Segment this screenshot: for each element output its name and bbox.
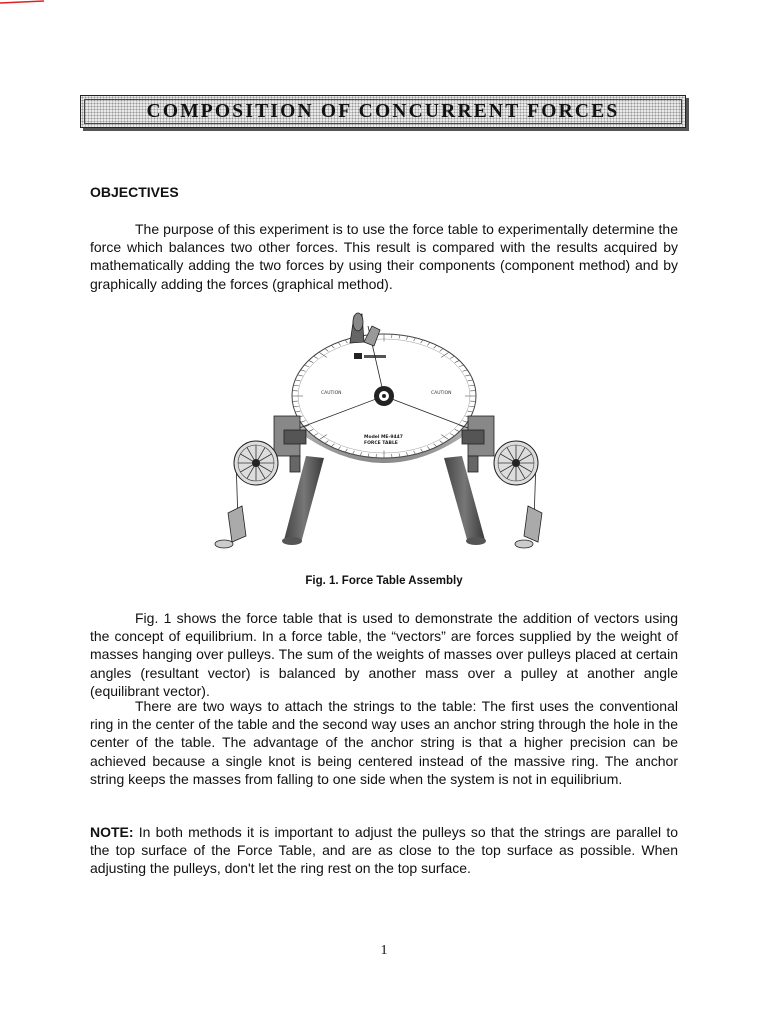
brand-logo-icon (354, 353, 362, 359)
page-number: 1 (380, 943, 388, 958)
figure-caption: Fig. 1. Force Table Assembly (305, 575, 463, 587)
objectives-heading: OBJECTIVES (90, 184, 179, 200)
dial-model-label: Model ME-9447 (364, 435, 403, 440)
objectives-paragraph: The purpose of this experiment is to use the force table to experimentally determine the force which balances two other forces. This result is compared with the results acquired by mathematically adding the two forces by using their components (component method) and by graphically adding the forces (graphical method). (90, 221, 678, 292)
paragraph-attach-strings: There are two ways to attach the strings to the table: The first uses the conventional ring in the center of the table and the second way uses an anchor string through the hole in the center of the table. The advantage of the anchor string is that a higher precision can be achieved because a single knot is being centered instead of the massive ring. The anchor string keeps the masses from falling to one side when the system is not in equilibrium. (90, 698, 678, 787)
left-mass-hanger (215, 506, 246, 548)
note-label: NOTE: (90, 824, 134, 840)
top-pulley (350, 313, 380, 346)
dial-product-label: FORCE TABLE (364, 441, 398, 446)
note-text: In both methods it is important to adjust the pulleys so that the strings are parallel to the top surface of the Force Table, and are as close to the top surface as possible. When adjusting the pulleys, don't let the ring rest on the top surface. (90, 824, 678, 877)
title-banner (80, 95, 686, 128)
right-pulley (462, 416, 538, 485)
red-corner-mark (0, 0, 44, 6)
dial-right-caution: CAUTION (431, 391, 452, 396)
paragraph-force-table: Fig. 1 shows the force table that is used to demonstrate the addition of vectors using the concept of equilibrium. In a force table, the “vectors” are forces supplied by the weight of masses hanging over pulleys. The sum of the weights of masses over pulleys placed at certain angles (resultant vector) is balanced by another mass over a pulley at another angle (equilibrant vector). (90, 610, 678, 699)
note-paragraph (90, 823, 678, 878)
table-legs (282, 456, 486, 545)
right-mass-hanger (515, 506, 542, 548)
force-table-figure (206, 308, 562, 558)
dial-left-caution: CAUTION (321, 391, 342, 396)
left-pulley (234, 416, 306, 485)
page-title: COMPOSITION OF CONCURRENT FORCES (146, 100, 620, 122)
